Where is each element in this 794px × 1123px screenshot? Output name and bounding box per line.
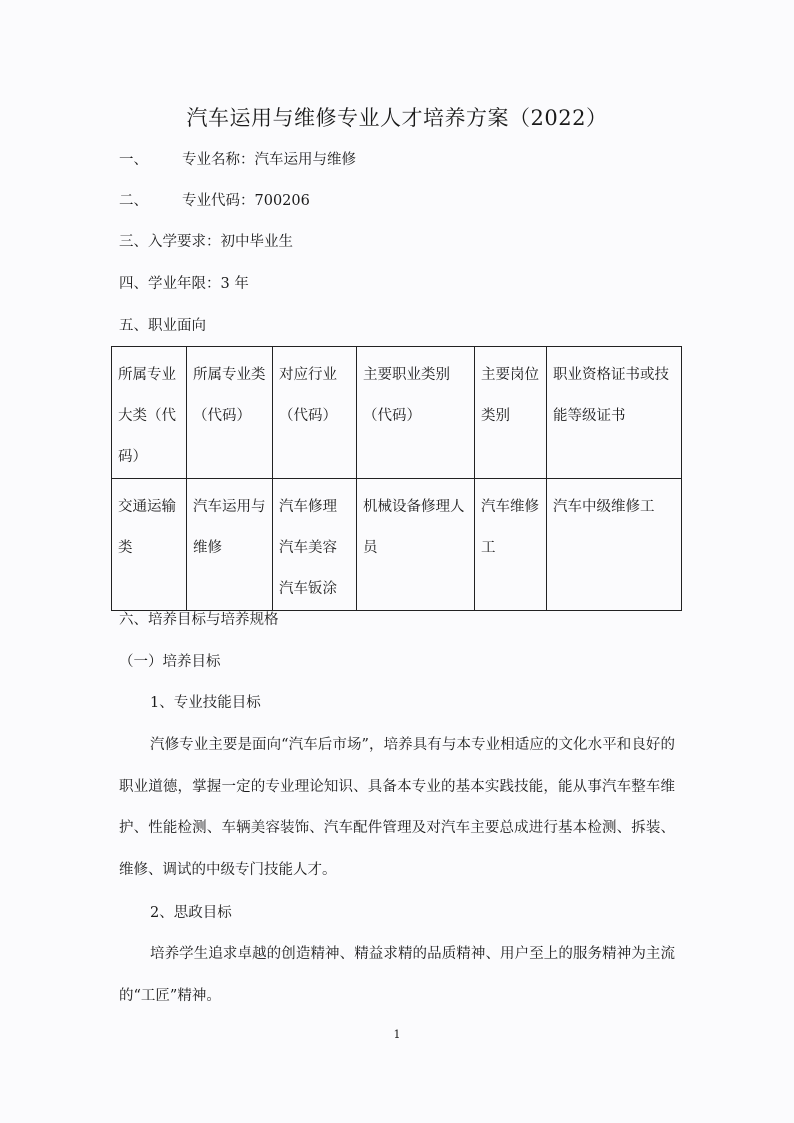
page-title: 汽车运用与维修专业人才培养方案（2022）: [186, 106, 608, 130]
skill-goal-paragraph: 汽修专业主要是面向“汽车后市场”，培养具有与本专业相适应的文化水平和良好的职业道德，掌握一定的专业理论知识、具备本专业的基本实践技能，能从事汽车整车维护、性能检测、车辆美容装饰、汽车配件管理及对汽车主要总成进行基本检测、拆装、维修、调试的中级专门技能人才。: [119, 737, 675, 878]
table-cell: 交通运输类: [112, 479, 187, 611]
section-career: 五、职业面向: [119, 318, 206, 334]
ideology-goal-heading: 2、思政目标: [150, 905, 232, 921]
section-number: 二、: [119, 193, 148, 209]
skill-goal-heading: 1、专业技能目标: [150, 695, 261, 711]
section-admission: 三、入学要求：初中毕业生: [119, 234, 293, 250]
table-header-cell: 对应行业（代码）: [273, 347, 357, 479]
table-cell: 汽车维修工: [475, 479, 547, 611]
section-text: 专业代码：700206: [182, 193, 310, 209]
section-goals-heading: 六、培养目标与培养规格: [119, 612, 279, 628]
subsection-goals: （一）培养目标: [119, 654, 221, 670]
table-cell: 汽车中级维修工: [547, 479, 682, 611]
table-header-row: [112, 347, 682, 479]
section-duration: 四、学业年限：3 年: [119, 276, 249, 292]
section-major-code: [119, 191, 310, 211]
page-number: 1: [393, 1028, 401, 1041]
ideology-goal-paragraph: 培养学生追求卓越的创造精神、精益求精的品质精神、用户至上的服务精神为主流的“工匠”精神。: [119, 946, 675, 1004]
table-header-cell: 主要职业类别（代码）: [357, 347, 475, 479]
career-table: [111, 346, 682, 611]
table-cell: 机械设备修理人员: [357, 479, 475, 611]
table-row: [112, 479, 682, 611]
table-header-cell: 所属专业大类（代码）: [112, 347, 187, 479]
section-text: 专业名称：汽车运用与维修: [182, 152, 356, 168]
table-header-cell: 所属专业类（代码）: [187, 347, 273, 479]
table-cell: 汽车运用与维修: [187, 479, 273, 611]
table-header-cell: 主要岗位类别: [475, 347, 547, 479]
table-header-cell: 职业资格证书或技能等级证书: [547, 347, 682, 479]
table-cell: 汽车修理汽车美容汽车钣涂: [273, 479, 357, 611]
section-major-name: [119, 150, 356, 170]
section-number: 一、: [119, 152, 148, 168]
